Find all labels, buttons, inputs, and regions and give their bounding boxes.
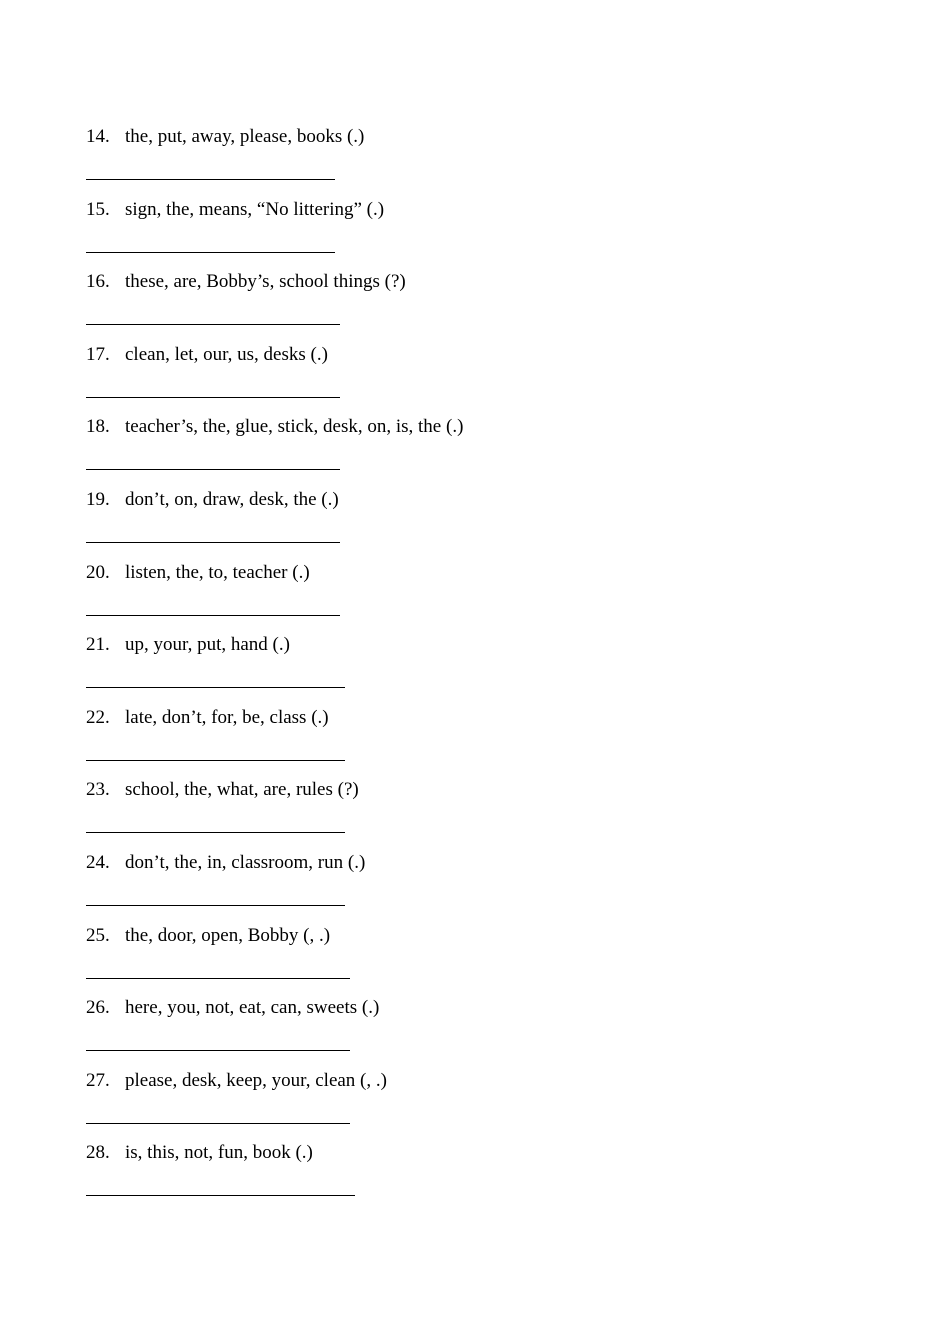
answer-line[interactable] — [86, 397, 340, 398]
answer-line[interactable] — [86, 978, 350, 979]
question-number: 25. — [86, 924, 110, 946]
question-words: clean, let, our, us, desks (.) — [125, 343, 328, 365]
answer-line[interactable] — [86, 1123, 350, 1124]
question-item — [86, 923, 786, 996]
question-number: 21. — [86, 634, 110, 656]
question-item — [86, 342, 786, 415]
answer-line[interactable] — [86, 905, 345, 906]
question-words: sign, the, means, “No littering” (.) — [125, 198, 385, 220]
question-words: here, you, not, eat, can, sweets (.) — [125, 997, 380, 1019]
question-number: 20. — [86, 561, 110, 583]
question-words: don’t, the, in, classroom, run (.) — [125, 851, 366, 873]
answer-line[interactable] — [86, 252, 335, 253]
question-item — [86, 777, 786, 850]
question-words: these, are, Bobby’s, school things (?) — [125, 271, 406, 293]
question-number: 15. — [86, 198, 110, 220]
question-number: 26. — [86, 997, 110, 1019]
question-words: school, the, what, are, rules (?) — [125, 779, 359, 801]
question-item — [86, 269, 786, 342]
question-number: 27. — [86, 1069, 110, 1091]
answer-line[interactable] — [86, 687, 345, 688]
question-words: late, don’t, for, be, class (.) — [125, 706, 329, 728]
question-number: 19. — [86, 488, 110, 510]
question-number: 18. — [86, 416, 110, 438]
question-item — [86, 1140, 786, 1213]
answer-line[interactable] — [86, 615, 340, 616]
question-number: 28. — [86, 1142, 110, 1164]
question-item — [86, 1068, 786, 1141]
question-item — [86, 995, 786, 1068]
question-number: 17. — [86, 343, 110, 365]
question-number: 23. — [86, 779, 110, 801]
question-words: listen, the, to, teacher (.) — [125, 561, 310, 583]
answer-line[interactable] — [86, 760, 345, 761]
answer-line[interactable] — [86, 179, 335, 180]
answer-line[interactable] — [86, 1195, 355, 1196]
question-number: 22. — [86, 706, 110, 728]
question-number: 24. — [86, 851, 110, 873]
question-words: up, your, put, hand (.) — [125, 634, 290, 656]
question-item — [86, 487, 786, 560]
question-item — [86, 560, 786, 633]
question-words: please, desk, keep, your, clean (, .) — [125, 1069, 387, 1091]
question-words: the, door, open, Bobby (, .) — [125, 924, 331, 946]
question-item — [86, 197, 786, 270]
question-item — [86, 850, 786, 923]
question-number: 14. — [86, 126, 110, 147]
question-words: teacher’s, the, glue, stick, desk, on, is, the (.) — [125, 416, 464, 438]
question-words: don’t, on, draw, desk, the (.) — [125, 488, 339, 510]
answer-line[interactable] — [86, 542, 340, 543]
answer-line[interactable] — [86, 324, 340, 325]
question-list — [86, 124, 786, 1213]
answer-line[interactable] — [86, 832, 345, 833]
question-item — [86, 414, 786, 487]
question-item — [86, 124, 786, 197]
question-words: the, put, away, please, books (.) — [125, 126, 365, 147]
answer-line[interactable] — [86, 469, 340, 470]
question-item — [86, 705, 786, 778]
question-number: 16. — [86, 271, 110, 293]
question-words: is, this, not, fun, book (.) — [125, 1142, 313, 1164]
answer-line[interactable] — [86, 1050, 350, 1051]
question-item — [86, 632, 786, 705]
